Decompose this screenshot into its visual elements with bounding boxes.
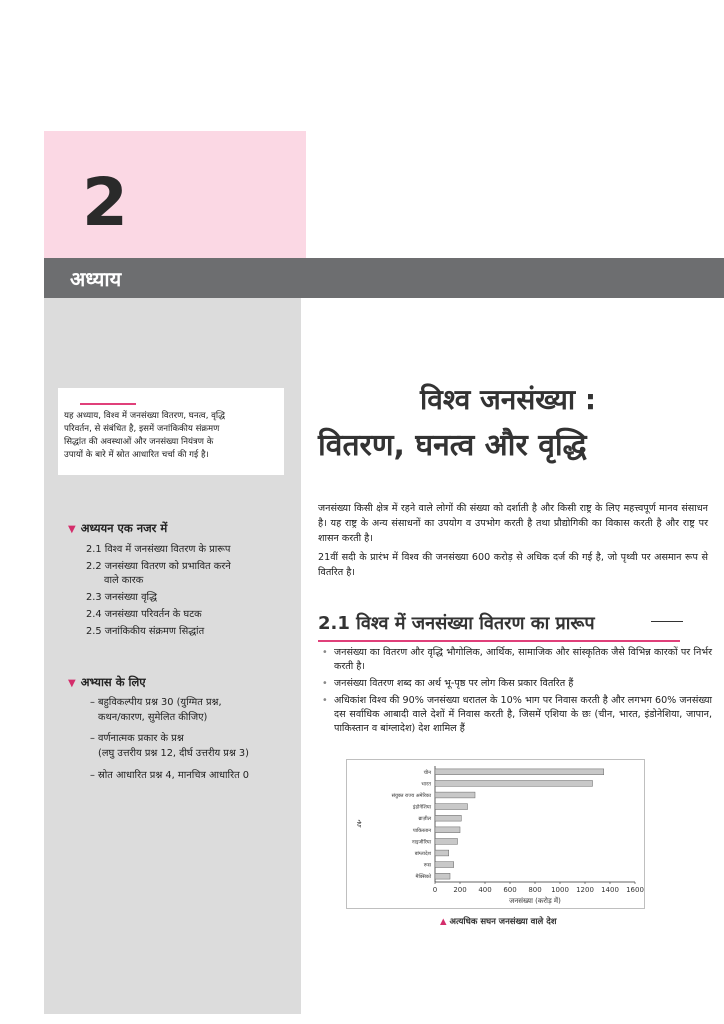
- category-label: चीन: [423, 769, 431, 776]
- intro-text: [64, 410, 278, 462]
- intro-line: परिवर्तन, से संबंधित है, इसमें जनांकिकीय संक्रमण: [64, 424, 220, 434]
- category-label: रूस: [423, 862, 431, 869]
- chart-bar: [435, 850, 449, 856]
- practice-item: – बहुविकल्पीय प्रश्न 30 (युग्मित प्रश्न,: [90, 697, 222, 708]
- bullet-item: • जनसंख्या वितरण शब्द का अर्थ भू-पृष्ठ पर लोग किस प्रकार वितरित हैं: [322, 678, 574, 689]
- bullet-item: • जनसंख्या का वितरण और वृद्धि भौगोलिक, आर्थिक, सामाजिक और सांस्कृतिक जैसे विभिन्न कारकों पर निर्भर करती है।: [322, 647, 712, 672]
- overview-heading: ▼ अध्ययन एक नजर में: [68, 521, 168, 535]
- toc-item: 2.4 जनसंख्या परिवर्तन के घटक: [86, 609, 202, 620]
- x-tick-label: 800: [528, 886, 542, 894]
- triangle-bullet-icon: ▼: [68, 524, 76, 535]
- category-label: बांग्लादेश: [414, 851, 431, 857]
- chart-bar: [435, 839, 458, 845]
- chart-bar: [435, 873, 450, 879]
- x-tick-label: 1600: [626, 886, 644, 894]
- page-title-line1: विश्व जनसंख्या :: [420, 383, 597, 416]
- practice-item: – वर्णनात्मक प्रकार के प्रश्न: [90, 733, 184, 744]
- practice-item: (लघु उत्तरीय प्रश्न 12, दीर्घ उत्तरीय प्रश्न 3): [98, 748, 249, 759]
- bullet-dot-icon: •: [322, 678, 328, 689]
- toc-item: 2.1 विश्व में जनसंख्या वितरण के प्रारूप: [86, 544, 231, 555]
- practice-heading: ▼ अभ्यास के लिए: [68, 675, 146, 689]
- x-axis-label: जनसंख्या (करोड़ में): [509, 897, 561, 905]
- y-axis-label: दे: [357, 820, 362, 829]
- category-label: भारत: [421, 781, 431, 788]
- chart-bar: [435, 862, 454, 868]
- bullet-item: • अधिकांश विश्व की 90% जनसंख्या धरातल के 10% भाग पर निवास करती है और लगभग 60% जनसंख्या दस सर्वाधिक आबादी वाले देशों में निवास करती है, जिसमें एशिया के छः (चीन, भारत, इंडोनेशिया, जापान, पाकिस्तान व बांग्लादेश) देश शामिल हैं: [322, 695, 712, 734]
- population-bar-chart: [347, 760, 646, 910]
- intro-accent-rule: [80, 403, 136, 405]
- x-tick-label: 1200: [576, 886, 594, 894]
- intro-line: यह अध्याय, विश्व में जनसंख्या वितरण, घनत्व, वृद्धि: [64, 411, 226, 421]
- x-tick-label: 1400: [601, 886, 619, 894]
- category-label: संयुक्त राज्य अमेरिका: [391, 793, 431, 799]
- toc-item: वाले कारक: [104, 575, 144, 586]
- category-label: मैक्सिको: [415, 874, 431, 881]
- chart-bar: [435, 827, 460, 833]
- chart-caption: ▲ अत्यधिक सघन जनसंख्या वाले देश: [440, 917, 557, 927]
- toc-item: 2.2 जनसंख्या वितरण को प्रभावित करने: [86, 561, 231, 572]
- chart-frame: [346, 759, 645, 909]
- intro-line: सिद्धांत की अवस्थाओं और जनसंख्या नियंत्रण के: [64, 437, 214, 447]
- x-tick-label: 0: [432, 886, 438, 894]
- chart-bar: [435, 781, 593, 787]
- chart-bar: [435, 815, 461, 821]
- category-label: ब्राज़ील: [418, 816, 431, 823]
- heading-dash: [651, 621, 683, 622]
- practice-item: – स्रोत आधारित प्रश्न 4, मानचित्र आधारित 0: [90, 770, 250, 781]
- bullet-dot-icon: •: [322, 695, 328, 706]
- chart-bar: [435, 792, 475, 798]
- category-label: पाकिस्तान: [412, 827, 431, 834]
- x-tick-label: 600: [503, 886, 517, 894]
- x-tick-label: 400: [478, 886, 492, 894]
- x-tick-label: 200: [453, 886, 467, 894]
- section-heading: 2.1 विश्व में जनसंख्या वितरण का प्रारूप: [318, 613, 595, 634]
- chapter-band: [44, 258, 724, 298]
- intro-line: उपायों के बारे में स्रोत आधारित चर्चा की गई है।: [64, 450, 209, 460]
- chart-bar: [435, 769, 604, 775]
- category-label: नाइजीरिया: [411, 839, 431, 846]
- x-tick-label: 1000: [551, 886, 569, 894]
- page-title-line2: वितरण, घनत्व और वृद्धि: [318, 428, 587, 463]
- bullet-dot-icon: •: [322, 647, 328, 658]
- chapter-number: 2: [82, 164, 128, 241]
- chart-bar: [435, 804, 468, 810]
- body-paragraph: 21वीं सदी के प्रारंभ में विश्व की जनसंख्या 600 करोड़ से अधिक दर्ज की गई है, जो पृथ्वी पर असमान रूप से वितरित है।: [318, 552, 708, 578]
- toc-item: 2.5 जनांकिकीय संक्रमण सिद्धांत: [86, 626, 205, 637]
- category-label: इंडोनेशिया: [412, 804, 431, 811]
- heading-underline: [318, 640, 680, 642]
- body-paragraph: जनसंख्या किसी क्षेत्र में रहने वाले लोगों की संख्या को दर्शाती है और किसी राष्ट्र के लिए महत्त्वपूर्ण मानव संसाधन है। यह राष्ट्र के अन्य संसाधनों का उपयोग व उपभोग करती है तथा प्रौद्योगिकी का विकास करती है और राष्ट्र पर शासन करती है।: [318, 503, 708, 544]
- chapter-label: अध्याय: [70, 267, 122, 291]
- practice-item: कथन/कारण, सुमेलित कीजिए): [98, 712, 208, 723]
- toc-item: 2.3 जनसंख्या वृद्धि: [86, 592, 157, 603]
- triangle-bullet-icon: ▼: [68, 678, 76, 689]
- triangle-marker-icon: ▲: [440, 917, 447, 927]
